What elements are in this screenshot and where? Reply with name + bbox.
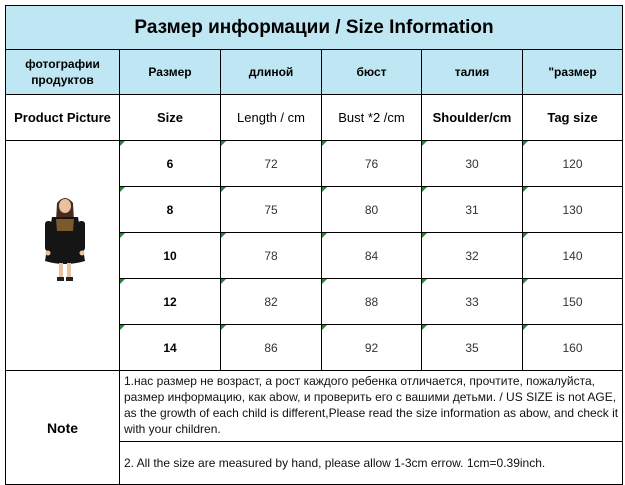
note-line-1: 1.нас размер не возраст, а рост каждого ребенка отличается, прочтите, пожалуйста, размер информацию, как abow, и проверить его с вашими детьми. / US SIZE is not AGE, as the growth of each child is different,Please read the size information as abow, and check it with your children.	[120, 371, 623, 442]
cell-bust: 88	[322, 279, 422, 325]
header-ru-bust: бюст	[322, 50, 422, 95]
header-en-length: Length / cm	[221, 95, 322, 141]
size-chart	[5, 5, 622, 479]
cell-length: 72	[221, 141, 322, 187]
cell-size: 12	[120, 279, 221, 325]
cell-tag: 140	[523, 233, 623, 279]
size-table	[5, 5, 623, 485]
product-photo	[35, 191, 95, 286]
note-label: Note	[6, 371, 120, 485]
header-en-shoulder: Shoulder/cm	[422, 95, 523, 141]
note-line-2: 2. All the size are measured by hand, please allow 1-3cm errow. 1cm=0.39inch.	[120, 442, 623, 485]
cell-size: 14	[120, 325, 221, 371]
cell-tag: 150	[523, 279, 623, 325]
cell-tag: 130	[523, 187, 623, 233]
cell-length: 82	[221, 279, 322, 325]
product-picture-cell	[6, 141, 120, 371]
cell-shoulder: 33	[422, 279, 523, 325]
cell-size: 6	[120, 141, 221, 187]
header-en-tag: Tag size	[523, 95, 623, 141]
header-en-picture: Product Picture	[6, 95, 120, 141]
cell-shoulder: 31	[422, 187, 523, 233]
cell-shoulder: 30	[422, 141, 523, 187]
header-en-size: Size	[120, 95, 221, 141]
header-ru-length: длиной	[221, 50, 322, 95]
table-row	[6, 141, 623, 187]
header-ru-picture: фотографии продуктов	[6, 50, 120, 95]
cell-shoulder: 35	[422, 325, 523, 371]
header-en-bust: Bust *2 /cm	[322, 95, 422, 141]
cell-size: 10	[120, 233, 221, 279]
cell-tag: 120	[523, 141, 623, 187]
cell-length: 86	[221, 325, 322, 371]
cell-bust: 80	[322, 187, 422, 233]
cell-length: 78	[221, 233, 322, 279]
header-ru-tag: "размер	[523, 50, 623, 95]
cell-size: 8	[120, 187, 221, 233]
cell-bust: 92	[322, 325, 422, 371]
cell-shoulder: 32	[422, 233, 523, 279]
header-ru-size: Размер	[120, 50, 221, 95]
cell-bust: 76	[322, 141, 422, 187]
cell-bust: 84	[322, 233, 422, 279]
cell-tag: 160	[523, 325, 623, 371]
table-title: Размер информации / Size Information	[6, 6, 623, 50]
header-ru-waist: талия	[422, 50, 523, 95]
cell-length: 75	[221, 187, 322, 233]
